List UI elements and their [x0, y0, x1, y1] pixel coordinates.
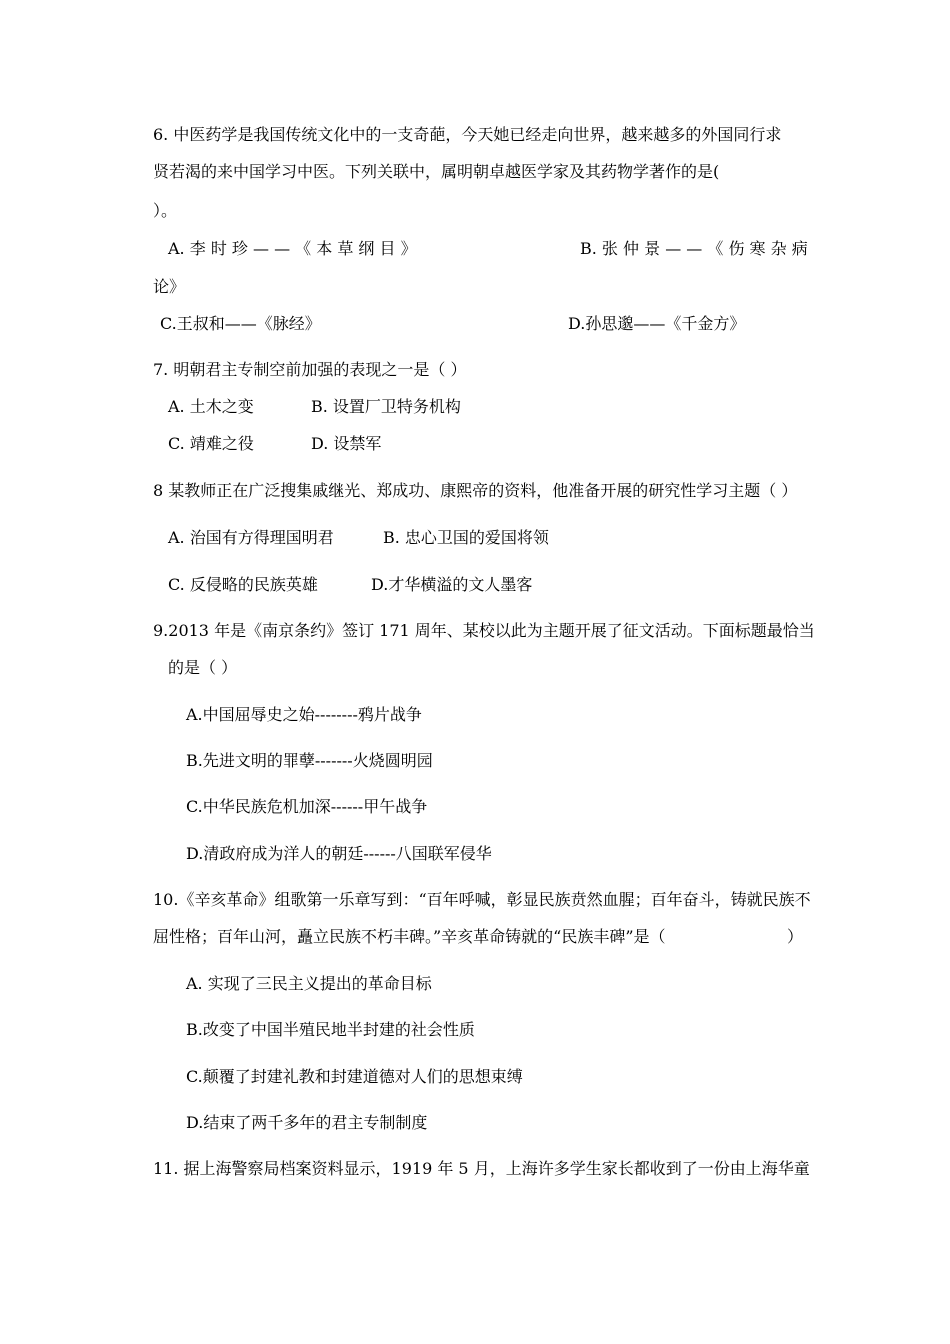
- q10-stem-line2-text: 屈性格；百年山河，矗立民族不朽丰碑。”辛亥革命铸就的“民族丰碑”是（: [153, 927, 666, 946]
- q11-stem-line1: 11. 据上海警察局档案资料显示，1919 年 5 月，上海许多学生家长都收到了一份由上海华童: [153, 1159, 810, 1178]
- q10-option-d: D.结束了两千多年的君主专制制度: [186, 1113, 428, 1132]
- q8-option-c: C. 反侵略的民族英雄: [168, 575, 318, 594]
- q9-stem-line2: 的是（ ）: [168, 658, 238, 677]
- q7-option-d: D. 设禁军: [311, 434, 382, 453]
- q7-stem: 7. 明朝君主专制空前加强的表现之一是（ ）: [153, 360, 467, 379]
- q6-option-c: C.王叔和——《脉经》: [160, 314, 321, 333]
- q7-option-c: C. 靖难之役: [168, 434, 254, 453]
- q9-option-b: B.先进文明的罪孽-------火烧圆明园: [186, 751, 433, 770]
- q9-option-a: A.中国屈辱史之始--------鸦片战争: [186, 705, 422, 724]
- q8-option-d: D.才华横溢的文人墨客: [371, 575, 533, 594]
- q7-option-a: A. 土木之变: [168, 397, 254, 416]
- q6-stem-line3: ）。: [153, 201, 178, 220]
- q6-option-d: D.孙思邈——《千金方》: [568, 314, 746, 333]
- q8-option-a: A. 治国有方得理国明君: [168, 528, 334, 547]
- q10-stem-line1: 10.《辛亥革命》组歌第一乐章写到：“百年呼喊，彰显民族贲然血腥；百年奋斗，铸就民族不: [153, 890, 811, 909]
- q10-option-a: A. 实现了三民主义提出的革命目标: [186, 974, 432, 993]
- q6-option-b-continued: 论》: [153, 277, 186, 296]
- q8-stem: 8 某教师正在广泛搜集戚继光、郑成功、康熙帝的资料，他准备开展的研究性学习主题（ ）: [153, 481, 798, 500]
- q8-option-b: B. 忠心卫国的爱国将领: [383, 528, 549, 547]
- q6-option-b: B. 张 仲 景 — — 《 伤 寒 杂 病: [580, 239, 808, 258]
- q9-option-d: D.清政府成为洋人的朝廷------八国联军侵华: [186, 844, 492, 863]
- q6-stem-line1: 6. 中医药学是我国传统文化中的一支奇葩，今天她已经走向世界，越来越多的外国同行求: [153, 125, 782, 144]
- q10-answer-bracket-close: ）: [786, 927, 803, 946]
- q7-option-b: B. 设置厂卫特务机构: [311, 397, 461, 416]
- q10-option-c: C.颠覆了封建礼教和封建道德对人们的思想束缚: [186, 1067, 523, 1086]
- q9-stem-line1: 9.2013 年是《南京条约》签订 171 周年、某校以此为主题开展了征文活动。下面标题最恰当: [153, 621, 815, 640]
- q6-option-a: A. 李 时 珍 — — 《 本 草 纲 目 》: [168, 239, 417, 258]
- q10-option-b: B.改变了中国半殖民地半封建的社会性质: [186, 1020, 475, 1039]
- q9-option-c: C.中华民族危机加深------甲午战争: [186, 797, 428, 816]
- q10-stem-line2: [153, 926, 803, 948]
- q6-stem-line2: 贤若渴的来中国学习中医。下列关联中，属明朝卓越医学家及其药物学著作的是(: [153, 162, 720, 181]
